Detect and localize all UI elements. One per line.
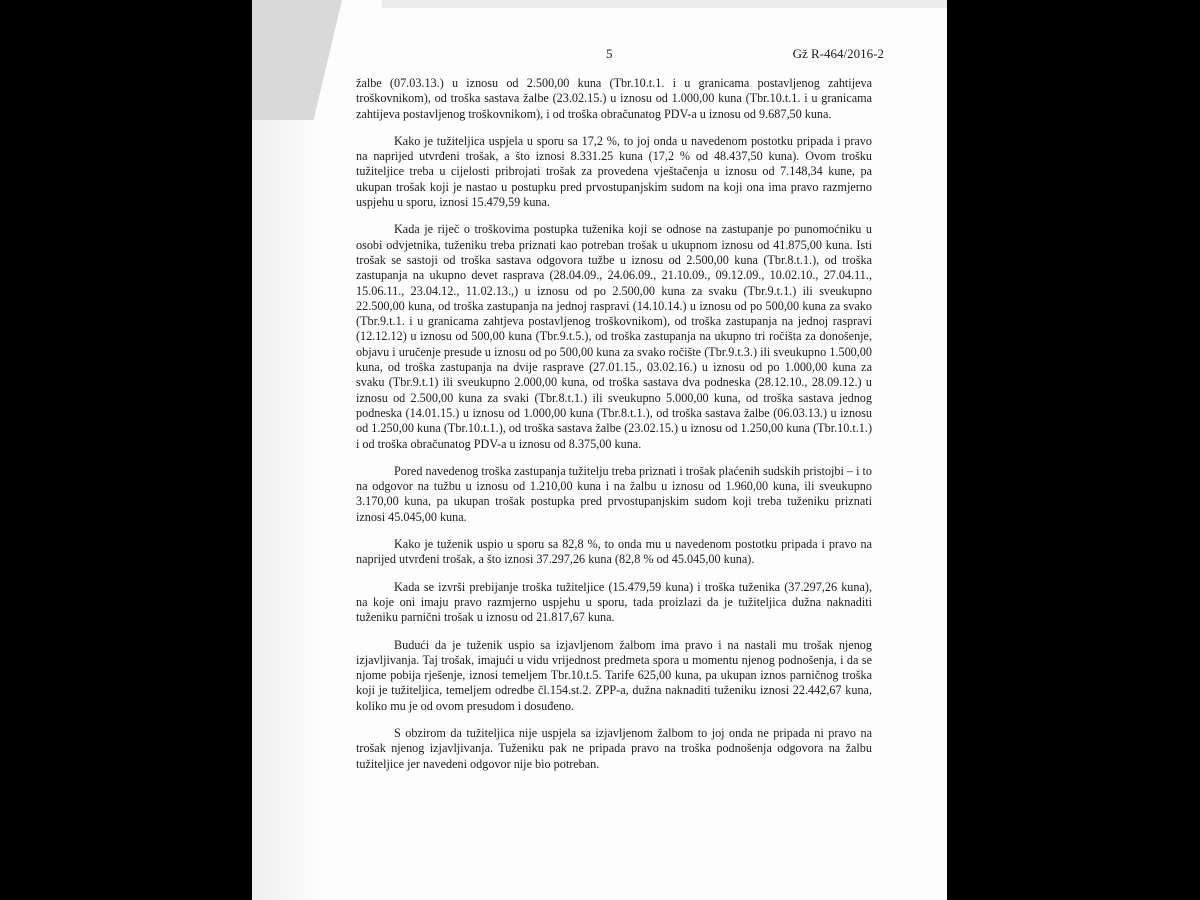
paragraph-plaintiff-appeal: S obzirom da tužiteljica nije uspjela sa izjavljenom žalbom to joj onda ne pripada ni pravo na trošak njenog izjavljivanja. Tuženiku pak ne pripada pravo na troška podnošenja odgovora na žalbu tužiteljice jer navedeni odgovor nije bio potreban. [356,725,872,771]
document-page [252,0,947,900]
paragraph-cost-continuation: žalbe (07.03.13.) u iznosu od 2.500,00 kuna (Tbr.10.t.1. i u granicama postavljenog zahtijeva troškovnikom), od troška sastava žalbe (23.02.15.) u iznosu od 1.000,00 kuna (Tbr.10.t.1. i u granicama zahtijeva postavljenog troškovnikom), i od troška obračunatog PDV-a u iznosu od 9.687,50 kuna. [356,76,872,121]
paragraph-defendant-success: Kako je tuženik uspio u sporu sa 82,8 %, to onda mu u navedenom postotku pripada i pravo na naprijed utvrđeni trošak, a što iznosi 37.297,26 kuna (82,8 % od 45.045,00 kuna). [356,537,872,567]
paragraph-plaintiff-success: Kako je tužiteljica uspjela u sporu sa 17,2 %, to joj onda u navedenom postotku pripada i pravo na naprijed utvrđeni trošak, a što iznosi 8.331.25 kuna (17,2 % od 48.437,50 kuna). Ovom trošku tužiteljice treba u cijelosti pribrojati trošak za provedena vještačenja u iznosu od 7.148,34 kune, pa ukupan trošak koji je nastao u postupku pred prvostupanjskim sudom na koji ona ima pravo razmjerno uspjehu u sporu, iznosi 15.479,59 kuna. [356,133,872,210]
page-edge-shadow [252,120,322,900]
page-top-edge [382,0,947,8]
paragraph-appeal-costs: Budući da je tuženik uspio sa izjavljenom žalbom ima pravo i na nastali mu trošak njenog izjavljivanja. Taj trošak, imajući u vidu vrijednost predmeta spora u momentu njenog podnošenja, i da se njome pobija rješenje, iznosi temeljem Tbr.10.t.5. Tarife 625,00 kuna, pa ukupan iznos parničnog troška koji je tužiteljica, temeljem odredbe čl.154.st.2. ZPP-a, dužna naknaditi tuženiku iznosi 22.442,67 kuna, koliko mu je od ovom presudom i dosuđeno. [356,637,872,713]
page-content [356,40,884,784]
paragraph-court-fees: Pored navedenog troška zastupanja tužitelju treba priznati i trošak plaćenih sudskih pristojbi – i to na odgovor na tužbu u iznosu od 1.210,00 kuna i na žalbu u iznosu od 1.960,00 kuna, ili sveukupno 3.170,00 kuna, pa ukupan trošak postupka pred prvostupanjskim sudom koji treba tuženiku priznati iznosi 45.045,00 kuna. [356,463,872,524]
page-number: 5 [606,46,613,61]
paragraph-cost-offset: Kada se izvrši prebijanje troška tužiteljice (15.479,59 kuna) i troška tuženika (37.297,26 kuna), na koje oni imaju pravo razmjerno uspjehu u sporu, tada proizlazi da je tužiteljica dužna naknaditi tuženiku parnični trošak u iznosu od 21.817,67 kuna. [356,579,872,625]
page-header [356,40,884,76]
paragraph-defendant-costs: Kada je riječ o troškovima postupka tuženika koji se odnose na zastupanje po punomoćniku u osobi odvjetnika, tuženiku treba priznati kao potreban trošak u ukupnom iznosu od 41.875,00 kuna. Isti trošak se sastoji od troška sastava odgovora tužbe u iznosu od 2.500,00 kuna (Tbr.8.t.1.), od troška zastupanja na ukupno devet rasprava (28.04.09., 24.06.09., 21.10.09., 09.12.09., 10.02.10., 27.04.11., 15.06.11., 23.04.12., 11.02.13.,) u iznosu od po 2.500,00 kuna za svaku (Tbr.9.t.1.) ili sveukupno 22.500,00 kuna, od troška zastupanja na jednoj raspravi (14.10.14.) u iznosu od po 500,00 kuna za svako (Tbr.9.t.1. i u granicama zahtjeva postavljenog troškovnikom), od troška zastupanja na jednoj raspravi (12.12.12) u iznosu od 500,00 kuna (Tbr.9.t.5.), od troška zastupanja na ukupno tri ročišta za donošenje, objavu i uručenje presude u iznosu od po 500,00 kuna za svako ročište (Tbr.9.t.3.) ili sveukupno 1.500,00 kuna, od troška zastupanja na dvije rasprave (27.01.15., 03.02.16.) u iznosu od po 1.000,00 kuna za svaku (Tbr.9.t.1) ili sveukupno 2.000,00 kuna, od troška sastava dva podneska (28.12.10., 28.09.12.) u iznosu od 2.500,00 kuna za svaki (Tbr.8.t.1.) ili sveukupno 5.000,00 kuna, od troška sastava jednog podneska (14.01.15.) u iznosu od 1.000,00 kuna (Tbr.8.t.1.), od troška sastava žalbe (06.03.13.) u iznosu od 1.250,00 kuna (Tbr.10.t.1.), od troška sastava žalbe (23.02.15.) u iznosu od 1.250,00 kuna (Tbr.10.t.1.) i od troška obračunatog PDV-a u iznosu od 8.375,00 kuna. [356,222,872,451]
case-number: Gž R-464/2016-2 [792,46,884,61]
